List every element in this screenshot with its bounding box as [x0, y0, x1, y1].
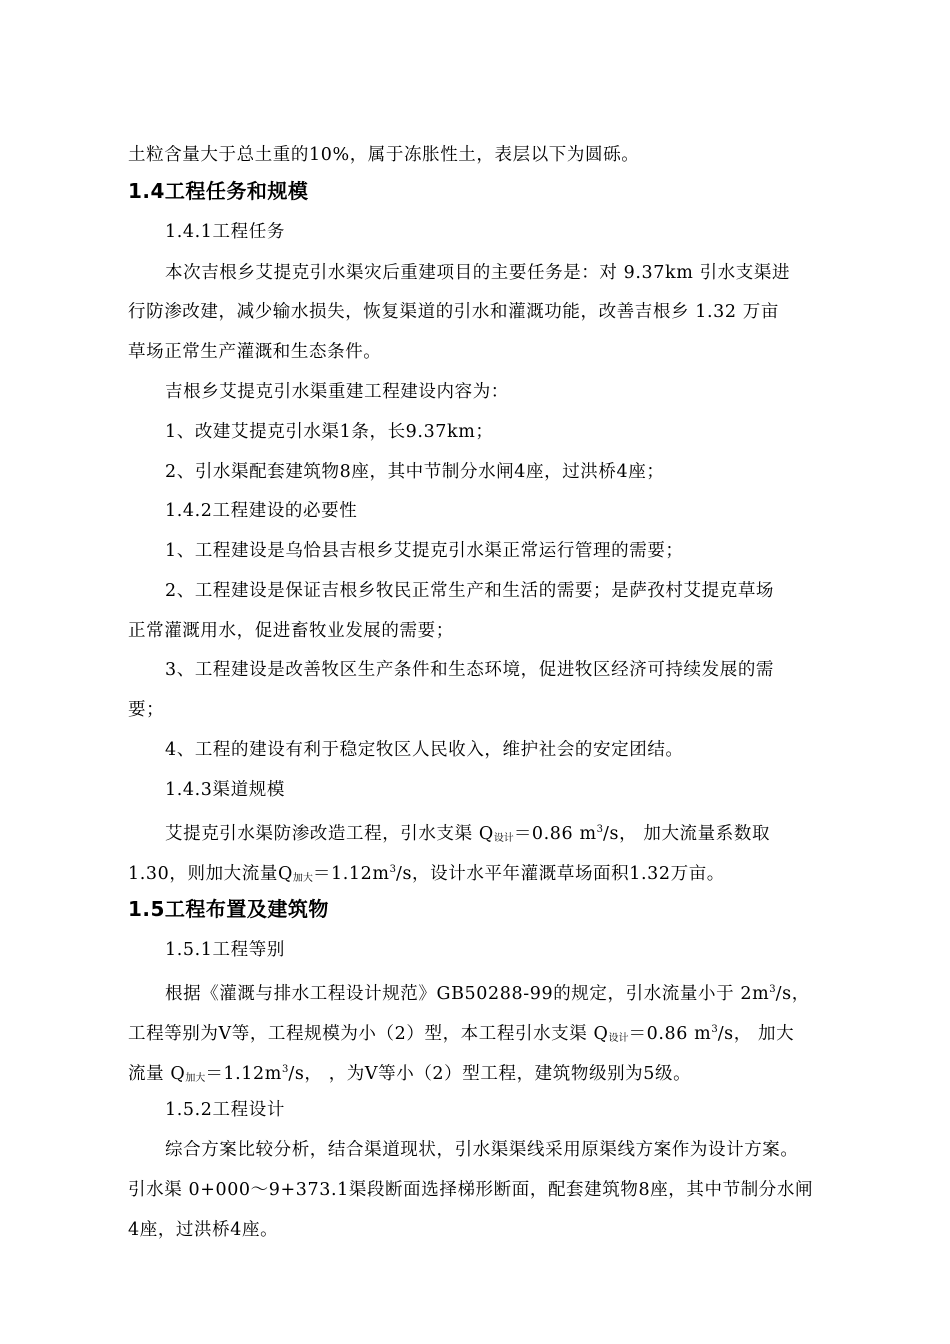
- list-item: 4、工程的建设有利于稳定牧区人民收入，维护社会的安定团结。: [165, 740, 684, 760]
- text-run: ＝1.12m: [312, 864, 390, 884]
- list-item: 3、工程建设是改善牧区生产条件和生态环境，促进牧区经济可持续发展的需: [165, 660, 775, 680]
- superscript: 3: [711, 1024, 718, 1035]
- subsection-heading-1-4-2: 1.4.2工程建设的必要性: [165, 501, 358, 521]
- text-run: ＝0.86 m: [628, 1024, 712, 1044]
- list-item: 1、改建艾提克引水渠1条，长9.37km；: [165, 422, 494, 442]
- list-item-continuation: 正常灌溉用水，促进畜牧业发展的需要；: [128, 621, 454, 641]
- subsection-heading-1-4-3: 1.4.3渠道规模: [165, 780, 285, 800]
- subscript: 设计: [493, 833, 514, 844]
- paragraph-line: [128, 858, 725, 891]
- subsection-heading-1-5-2: 1.5.2工程设计: [165, 1100, 285, 1120]
- list-item: 2、工程建设是保证吉根乡牧民正常生产和生活的需要；是萨孜村艾提克草场: [165, 581, 775, 601]
- superscript: 3: [389, 864, 396, 875]
- section-heading-1-5: 1.5工程布置及建筑物: [128, 897, 329, 921]
- paragraph-line: 吉根乡艾提克引水渠重建工程建设内容为：: [165, 382, 509, 402]
- text-run: 1.30，则加大流量Q: [128, 864, 293, 884]
- paragraph-line: [165, 818, 770, 851]
- subsection-heading-1-5-1: 1.5.1工程等别: [165, 940, 285, 960]
- list-item-continuation: 要；: [128, 700, 165, 720]
- paragraph-line: 4座，过洪桥4座。: [128, 1220, 279, 1240]
- text-run: /s， 加大流量系数取: [603, 824, 771, 844]
- paragraph-line: 引水渠 0+000～9+373.1渠段断面选择梯形断面，配套建筑物8座，其中节制分水闸: [128, 1180, 814, 1200]
- superscript: 3: [281, 1064, 289, 1075]
- text-run: 流量 Q: [128, 1064, 186, 1084]
- superscript: 3: [596, 824, 604, 835]
- paragraph-line: 本次吉根乡艾提克引水渠灾后重建项目的主要任务是：对 9.37km 引水支渠进: [165, 263, 791, 283]
- paragraph-line: 草场正常生产灌溉和生态条件。: [128, 342, 382, 362]
- paragraph-line: [128, 1018, 794, 1051]
- paragraph-line: 综合方案比较分析，结合渠道现状，引水渠渠线采用原渠线方案作为设计方案。: [165, 1140, 799, 1160]
- subscript: 设计: [608, 1033, 629, 1044]
- subsection-heading-1-4-1: 1.4.1工程任务: [165, 222, 285, 242]
- list-item: 2、引水渠配套建筑物8座，其中节制分水闸4座，过洪桥4座；: [165, 462, 665, 482]
- paragraph-line: 行防渗改建，减少输水损失，恢复渠道的引水和灌溉功能，改善吉根乡 1.32 万亩: [128, 302, 779, 322]
- text-run: ＝1.12m: [205, 1064, 282, 1084]
- text-run: /s，设计水平年灌溉草场面积1.32万亩。: [395, 864, 725, 884]
- text-run: /s， 加大: [717, 1024, 795, 1044]
- subscript: 加大: [185, 1073, 206, 1084]
- text-run: /s，: [775, 984, 810, 1004]
- text-run: 根据《灌溉与排水工程设计规范》GB50288-99的规定，引水流量小于 2m: [165, 984, 770, 1004]
- paragraph-line: [165, 978, 810, 1006]
- paragraph-line: 土粒含量大于总土重的10%，属于冻胀性土，表层以下为圆砾。: [128, 145, 640, 165]
- text-run: /s， ，为Ⅴ等小（2）型工程，建筑物级别为5级。: [288, 1064, 692, 1084]
- text-run: 艾提克引水渠防渗改造工程，引水支渠 Q: [165, 824, 494, 844]
- paragraph-line: [128, 1058, 691, 1091]
- section-heading-1-4: 1.4工程任务和规模: [128, 179, 309, 203]
- text-run: ＝0.86 m: [513, 824, 597, 844]
- list-item: 1、工程建设是乌恰县吉根乡艾提克引水渠正常运行管理的需要；: [165, 541, 684, 561]
- subscript: 加大: [292, 873, 313, 884]
- superscript: 3: [769, 984, 776, 995]
- text-run: 工程等别为Ⅴ等，工程规模为小（2）型，本工程引水支渠 Q: [128, 1024, 609, 1044]
